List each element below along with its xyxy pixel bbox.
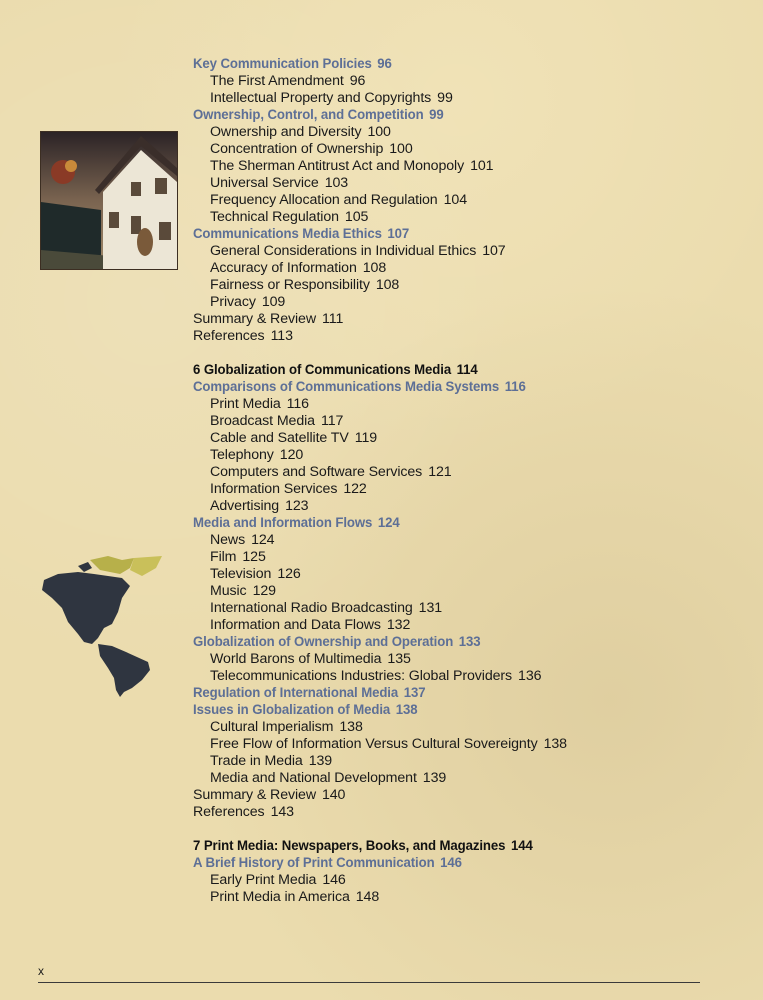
toc-entry-page: 99 bbox=[437, 90, 453, 106]
toc-entry-top bbox=[193, 311, 753, 328]
toc-entry-page: 135 bbox=[387, 651, 411, 667]
toc-entry-title: Media and Information Flows bbox=[193, 515, 373, 531]
toc-entry-page: 99 bbox=[429, 107, 444, 123]
toc-entry-page: 124 bbox=[377, 515, 400, 531]
toc-entry-title: Summary & Review bbox=[193, 787, 316, 803]
toc-entry-title: Privacy bbox=[210, 294, 256, 310]
toc-entry-title: Information Services bbox=[210, 481, 338, 497]
toc-entry-page: 131 bbox=[418, 600, 443, 616]
toc-entry-sub bbox=[193, 770, 753, 787]
toc-entry-title: Broadcast Media bbox=[210, 413, 315, 429]
toc-entry-title: Film bbox=[210, 549, 237, 565]
toc-entry-title: Music bbox=[210, 583, 247, 599]
toc-entry-title: Universal Service bbox=[210, 175, 319, 191]
toc-entry-title: 7 Print Media: Newspapers, Books, and Magazines bbox=[193, 838, 506, 854]
toc-entry-sec bbox=[193, 515, 714, 532]
toc-entry-page: 108 bbox=[362, 260, 387, 276]
toc-entry-sec bbox=[193, 107, 714, 124]
toc-entry-sub bbox=[193, 73, 753, 90]
toc-entry-sub bbox=[193, 719, 753, 736]
spacer bbox=[193, 821, 753, 838]
toc-entry-sec bbox=[193, 379, 714, 396]
toc-entry-sub bbox=[193, 396, 753, 413]
toc-entry-title: Print Media in America bbox=[210, 889, 350, 905]
toc-entry-title: Intellectual Property and Copyrights bbox=[210, 90, 432, 106]
toc-entry-sub bbox=[193, 736, 753, 753]
toc-entry-sub bbox=[193, 124, 753, 141]
toc-entry-page: 137 bbox=[403, 685, 426, 701]
toc-entry-title: Print Media bbox=[210, 396, 281, 412]
toc-entry-page: 132 bbox=[386, 617, 411, 633]
toc-entry-title: The First Amendment bbox=[210, 73, 344, 89]
toc-entry-title: World Barons of Multimedia bbox=[210, 651, 382, 667]
toc-entry-ch bbox=[193, 838, 714, 855]
toc-entry-page: 100 bbox=[389, 141, 413, 157]
toc-entry-page: 138 bbox=[339, 719, 363, 735]
toc-entry-sub bbox=[193, 464, 753, 481]
spacer bbox=[193, 345, 753, 362]
toc-entry-sec bbox=[193, 226, 714, 243]
toc-entry-title: General Considerations in Individual Ethics bbox=[210, 243, 477, 259]
toc-entry-sub bbox=[193, 651, 753, 668]
toc-entry-sec bbox=[193, 855, 714, 872]
toc-entry-title: Media and National Development bbox=[210, 770, 417, 786]
toc-entry-sec bbox=[193, 634, 714, 651]
toc-entry-ch bbox=[193, 362, 714, 379]
toc-entry-sub bbox=[193, 260, 753, 277]
toc-entry-title: Telecommunications Industries: Global Providers bbox=[210, 668, 513, 684]
toc-entry-top bbox=[193, 328, 753, 345]
toc-entry-title: Television bbox=[210, 566, 272, 582]
toc-entry-sub bbox=[193, 668, 753, 685]
toc-entry-page: 107 bbox=[387, 226, 410, 242]
toc-block-ch5-continued bbox=[193, 56, 753, 345]
toc-entry-title: Cultural Imperialism bbox=[210, 719, 334, 735]
toc-entry-title: Computers and Software Services bbox=[210, 464, 423, 480]
toc-entry-title: Information and Data Flows bbox=[210, 617, 381, 633]
toc-entry-sec bbox=[193, 56, 714, 73]
toc-entry-page: 126 bbox=[277, 566, 301, 582]
toc-entry-title: Free Flow of Information Versus Cultural Sovereignty bbox=[210, 736, 538, 752]
toc-entry-top bbox=[193, 804, 753, 821]
toc-entry-sub bbox=[193, 872, 753, 889]
toc-entry-page: 144 bbox=[510, 838, 533, 854]
toc-entry-page: 100 bbox=[367, 124, 391, 140]
toc-entry-page: 123 bbox=[285, 498, 309, 514]
toc-entry-title: International Radio Broadcasting bbox=[210, 600, 413, 616]
table-of-contents bbox=[193, 56, 753, 906]
toc-entry-page: 116 bbox=[504, 379, 526, 395]
toc-entry-page: 122 bbox=[343, 481, 367, 497]
toc-entry-title: Trade in Media bbox=[210, 753, 303, 769]
toc-entry-title: References bbox=[193, 804, 265, 820]
toc-entry-page: 109 bbox=[261, 294, 286, 310]
toc-entry-sub bbox=[193, 243, 753, 260]
toc-entry-sub bbox=[193, 192, 753, 209]
toc-entry-title: Key Communication Policies bbox=[193, 56, 372, 72]
toc-entry-sub bbox=[193, 532, 753, 549]
toc-entry-sub bbox=[193, 583, 753, 600]
toc-entry-title: Advertising bbox=[210, 498, 280, 514]
toc-entry-page: 139 bbox=[422, 770, 447, 786]
toc-entry-title: Telephony bbox=[210, 447, 274, 463]
toc-entry-page: 133 bbox=[458, 634, 481, 650]
toc-entry-page: 129 bbox=[252, 583, 276, 599]
toc-entry-title: News bbox=[210, 532, 246, 548]
toc-entry-page: 107 bbox=[482, 243, 506, 259]
toc-entry-title: Comparisons of Communications Media Systems bbox=[193, 379, 500, 395]
toc-entry-page: 117 bbox=[320, 413, 344, 429]
toc-entry-sub bbox=[193, 600, 753, 617]
toc-entry-page: 138 bbox=[395, 702, 418, 718]
house-photo-illustration bbox=[40, 131, 178, 270]
toc-entry-sub bbox=[193, 447, 753, 464]
toc-entry-page: 101 bbox=[470, 158, 494, 174]
toc-entry-page: 139 bbox=[308, 753, 333, 769]
toc-block-ch7 bbox=[193, 838, 753, 906]
footer-rule bbox=[38, 982, 700, 983]
toc-entry-title: References bbox=[193, 328, 265, 344]
toc-entry-sub bbox=[193, 175, 753, 192]
toc-entry-page: 125 bbox=[242, 549, 266, 565]
toc-block-ch6 bbox=[193, 362, 753, 821]
toc-entry-title: The Sherman Antitrust Act and Monopoly bbox=[210, 158, 465, 174]
toc-entry-title: Ownership, Control, and Competition bbox=[193, 107, 424, 123]
toc-entry-sub bbox=[193, 889, 753, 906]
toc-entry-page: 138 bbox=[543, 736, 567, 752]
toc-entry-page: 111 bbox=[321, 311, 344, 327]
toc-entry-title: A Brief History of Print Communication bbox=[193, 855, 435, 871]
toc-entry-sub bbox=[193, 753, 753, 770]
toc-entry-sub bbox=[193, 209, 753, 226]
toc-entry-page: 108 bbox=[375, 277, 400, 293]
toc-entry-page: 146 bbox=[440, 855, 462, 871]
toc-entry-sub bbox=[193, 294, 753, 311]
toc-entry-title: Accuracy of Information bbox=[210, 260, 357, 276]
toc-entry-page: 104 bbox=[443, 192, 467, 208]
toc-entry-sub bbox=[193, 498, 753, 515]
greenland-arctic-shape bbox=[90, 556, 134, 574]
toc-entry-page: 103 bbox=[324, 175, 349, 191]
toc-entry-sec bbox=[193, 702, 714, 719]
toc-entry-sub bbox=[193, 158, 753, 175]
toc-entry-title: Globalization of Ownership and Operation bbox=[193, 634, 454, 650]
toc-entry-title: Summary & Review bbox=[193, 311, 316, 327]
toc-entry-page: 148 bbox=[355, 889, 380, 905]
toc-entry-title: Regulation of International Media bbox=[193, 685, 399, 701]
toc-entry-page: 116 bbox=[286, 396, 309, 412]
toc-entry-page: 119 bbox=[354, 430, 378, 446]
toc-entry-sub bbox=[193, 430, 753, 447]
toc-entry-title: Fairness or Responsibility bbox=[210, 277, 370, 293]
toc-entry-title: Early Print Media bbox=[210, 872, 317, 888]
toc-entry-title: Ownership and Diversity bbox=[210, 124, 362, 140]
toc-entry-sub bbox=[193, 277, 753, 294]
toc-entry-page: 113 bbox=[270, 328, 293, 344]
toc-entry-sub bbox=[193, 549, 753, 566]
toc-entry-sub bbox=[193, 566, 753, 583]
americas-map-icon bbox=[38, 552, 168, 697]
toc-entry-sub bbox=[193, 617, 753, 634]
page-folio: x bbox=[38, 964, 44, 978]
toc-entry-page: 120 bbox=[279, 447, 304, 463]
toc-entry-top bbox=[193, 787, 753, 804]
toc-entry-title: Frequency Allocation and Regulation bbox=[210, 192, 438, 208]
toc-entry-title: Communications Media Ethics bbox=[193, 226, 382, 242]
toc-entry-sub bbox=[193, 413, 753, 430]
toc-entry-page: 143 bbox=[270, 804, 294, 820]
toc-entry-title: Technical Regulation bbox=[210, 209, 339, 225]
toc-entry-title: 6 Globalization of Communications Media bbox=[193, 362, 452, 378]
toc-entry-page: 96 bbox=[377, 56, 392, 72]
toc-entry-page: 114 bbox=[456, 362, 478, 378]
toc-entry-title: Issues in Globalization of Media bbox=[193, 702, 391, 718]
toc-entry-page: 136 bbox=[518, 668, 542, 684]
toc-entry-page: 124 bbox=[251, 532, 275, 548]
toc-entry-page: 96 bbox=[349, 73, 366, 89]
toc-entry-page: 146 bbox=[322, 872, 346, 888]
toc-entry-page: 105 bbox=[344, 209, 369, 225]
toc-entry-sub bbox=[193, 481, 753, 498]
toc-entry-sub bbox=[193, 90, 753, 107]
toc-entry-page: 121 bbox=[428, 464, 452, 480]
toc-entry-sub bbox=[193, 141, 753, 158]
toc-entry-page: 140 bbox=[321, 787, 346, 803]
toc-entry-title: Concentration of Ownership bbox=[210, 141, 384, 157]
toc-entry-sec bbox=[193, 685, 714, 702]
toc-entry-title: Cable and Satellite TV bbox=[210, 430, 349, 446]
